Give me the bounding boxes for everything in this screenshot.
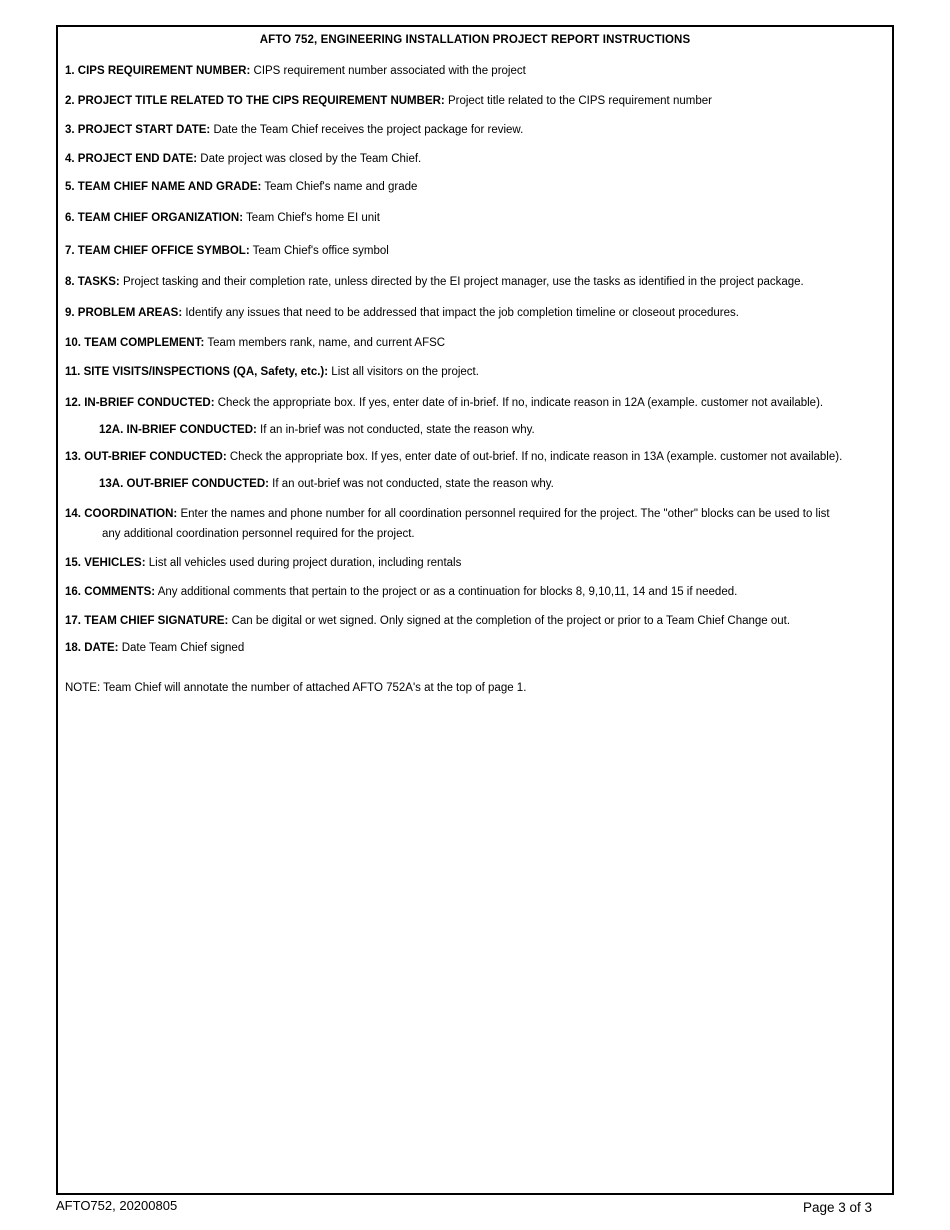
instruction-item bbox=[65, 582, 888, 602]
item-text: Project tasking and their completion rate, unless directed by the EI project manager, use the tasks as identified in the project package. bbox=[122, 276, 804, 288]
instruction-item bbox=[65, 638, 888, 658]
instruction-item bbox=[65, 447, 888, 467]
instruction-item bbox=[65, 611, 888, 631]
item-label: DATE: bbox=[84, 642, 119, 654]
item-text: Enter the names and phone number for all coordination personnel required for the project. The "other" blocks can be used to list bbox=[180, 508, 830, 520]
item-number: 2. bbox=[65, 95, 75, 107]
item-label: COMMENTS: bbox=[84, 586, 156, 598]
item-label: COORDINATION: bbox=[84, 508, 178, 520]
item-text: Can be digital or wet signed. Only signed at the completion of the project or prior to a Team Chief Change out. bbox=[231, 615, 791, 627]
item-number: 12A. bbox=[99, 424, 124, 436]
item-number: 16. bbox=[65, 586, 81, 598]
instruction-item bbox=[65, 553, 888, 573]
item-label: PROJECT TITLE RELATED TO THE CIPS REQUIREMENT NUMBER: bbox=[77, 95, 445, 107]
item-label: TEAM COMPLEMENT: bbox=[84, 337, 205, 349]
item-label: TEAM CHIEF OFFICE SYMBOL: bbox=[77, 245, 250, 257]
item-number: 18. bbox=[65, 642, 81, 654]
item-text: Date Team Chief signed bbox=[121, 642, 245, 654]
item-text: CIPS requirement number associated with the project bbox=[253, 65, 526, 77]
item-text: Date the Team Chief receives the project package for review. bbox=[213, 124, 524, 136]
item-label: IN-BRIEF CONDUCTED: bbox=[126, 424, 257, 436]
item-number: 4. bbox=[65, 153, 75, 165]
page-number: Page 3 of 3 bbox=[802, 1200, 872, 1215]
item-text: If an out-brief was not conducted, state the reason why. bbox=[272, 478, 554, 490]
instruction-item bbox=[65, 208, 888, 228]
instruction-item bbox=[65, 241, 888, 261]
item-label: TEAM CHIEF NAME AND GRADE: bbox=[77, 181, 262, 193]
item-label: OUT-BRIEF CONDUCTED: bbox=[126, 478, 269, 490]
item-label: TEAM CHIEF SIGNATURE: bbox=[84, 615, 229, 627]
instruction-item bbox=[65, 177, 888, 197]
item-text: Team Chief's home EI unit bbox=[246, 212, 380, 224]
item-text: Team Chief's name and grade bbox=[264, 181, 418, 193]
item-label: SITE VISITS/INSPECTIONS (QA, Safety, etc.): bbox=[83, 366, 329, 378]
instruction-item bbox=[65, 149, 888, 169]
item-text: List all vehicles used during project duration, including rentals bbox=[148, 557, 462, 569]
item-text: Team Chief's office symbol bbox=[252, 245, 389, 257]
item-text: Team members rank, name, and current AFSC bbox=[207, 337, 446, 349]
item-text: Project title related to the CIPS requirement number bbox=[447, 95, 712, 107]
item-number: 15. bbox=[65, 557, 81, 569]
form-id: AFTO752, 20200805 bbox=[56, 1198, 178, 1213]
item-label: TEAM CHIEF ORGANIZATION: bbox=[77, 212, 244, 224]
item-number: 6. bbox=[65, 212, 75, 224]
item-text: Any additional comments that pertain to the project or as a continuation for blocks 8, 9,10,11, 14 and 15 if needed. bbox=[157, 586, 738, 598]
form-title: AFTO 752, ENGINEERING INSTALLATION PROJECT REPORT INSTRUCTIONS bbox=[259, 34, 691, 46]
item-label: PROJECT END DATE: bbox=[77, 153, 198, 165]
item-text: Identify any issues that need to be addressed that impact the job completion timeline or closeout procedures. bbox=[185, 307, 739, 319]
item-text-continued: any additional coordination personnel required for the project. bbox=[102, 528, 415, 540]
item-number: 13A. bbox=[99, 478, 124, 490]
item-number: 17. bbox=[65, 615, 81, 627]
item-label: OUT-BRIEF CONDUCTED: bbox=[84, 451, 227, 463]
item-number: 5. bbox=[65, 181, 75, 193]
item-number: 10. bbox=[65, 337, 81, 349]
item-text: Check the appropriate box. If yes, enter date of out-brief. If no, indicate reason in 13A (example. customer not available). bbox=[229, 451, 843, 463]
instruction-item bbox=[65, 61, 888, 81]
item-number: 8. bbox=[65, 276, 75, 288]
item-number: 9. bbox=[65, 307, 75, 319]
item-label: PROJECT START DATE: bbox=[77, 124, 211, 136]
item-number: 3. bbox=[65, 124, 75, 136]
item-label: VEHICLES: bbox=[84, 557, 146, 569]
item-text: Check the appropriate box. If yes, enter date of in-brief. If no, indicate reason in 12A (example. customer not available). bbox=[217, 397, 824, 409]
form-border bbox=[56, 25, 894, 1195]
instruction-item bbox=[65, 91, 888, 111]
item-number: 1. bbox=[65, 65, 75, 77]
instruction-item bbox=[65, 362, 888, 382]
note-text: NOTE: Team Chief will annotate the number of attached AFTO 752A's at the top of page 1. bbox=[65, 682, 527, 694]
item-label: IN-BRIEF CONDUCTED: bbox=[84, 397, 215, 409]
item-label: PROBLEM AREAS: bbox=[77, 307, 183, 319]
item-text: List all visitors on the project. bbox=[331, 366, 479, 378]
instruction-item bbox=[65, 504, 888, 544]
item-number: 14. bbox=[65, 508, 81, 520]
instruction-item bbox=[65, 120, 888, 140]
instruction-item bbox=[65, 303, 888, 323]
item-text: Date project was closed by the Team Chief. bbox=[200, 153, 422, 165]
item-number: 7. bbox=[65, 245, 75, 257]
item-number: 13. bbox=[65, 451, 81, 463]
item-label: CIPS REQUIREMENT NUMBER: bbox=[77, 65, 251, 77]
instruction-subitem bbox=[99, 420, 888, 440]
instruction-item bbox=[65, 393, 888, 413]
instruction-item bbox=[65, 333, 888, 353]
item-number: 12. bbox=[65, 397, 81, 409]
item-text: If an in-brief was not conducted, state the reason why. bbox=[260, 424, 535, 436]
item-number: 11. bbox=[65, 366, 81, 378]
item-label: TASKS: bbox=[77, 276, 120, 288]
instruction-item bbox=[65, 272, 888, 292]
instruction-subitem bbox=[99, 474, 888, 494]
